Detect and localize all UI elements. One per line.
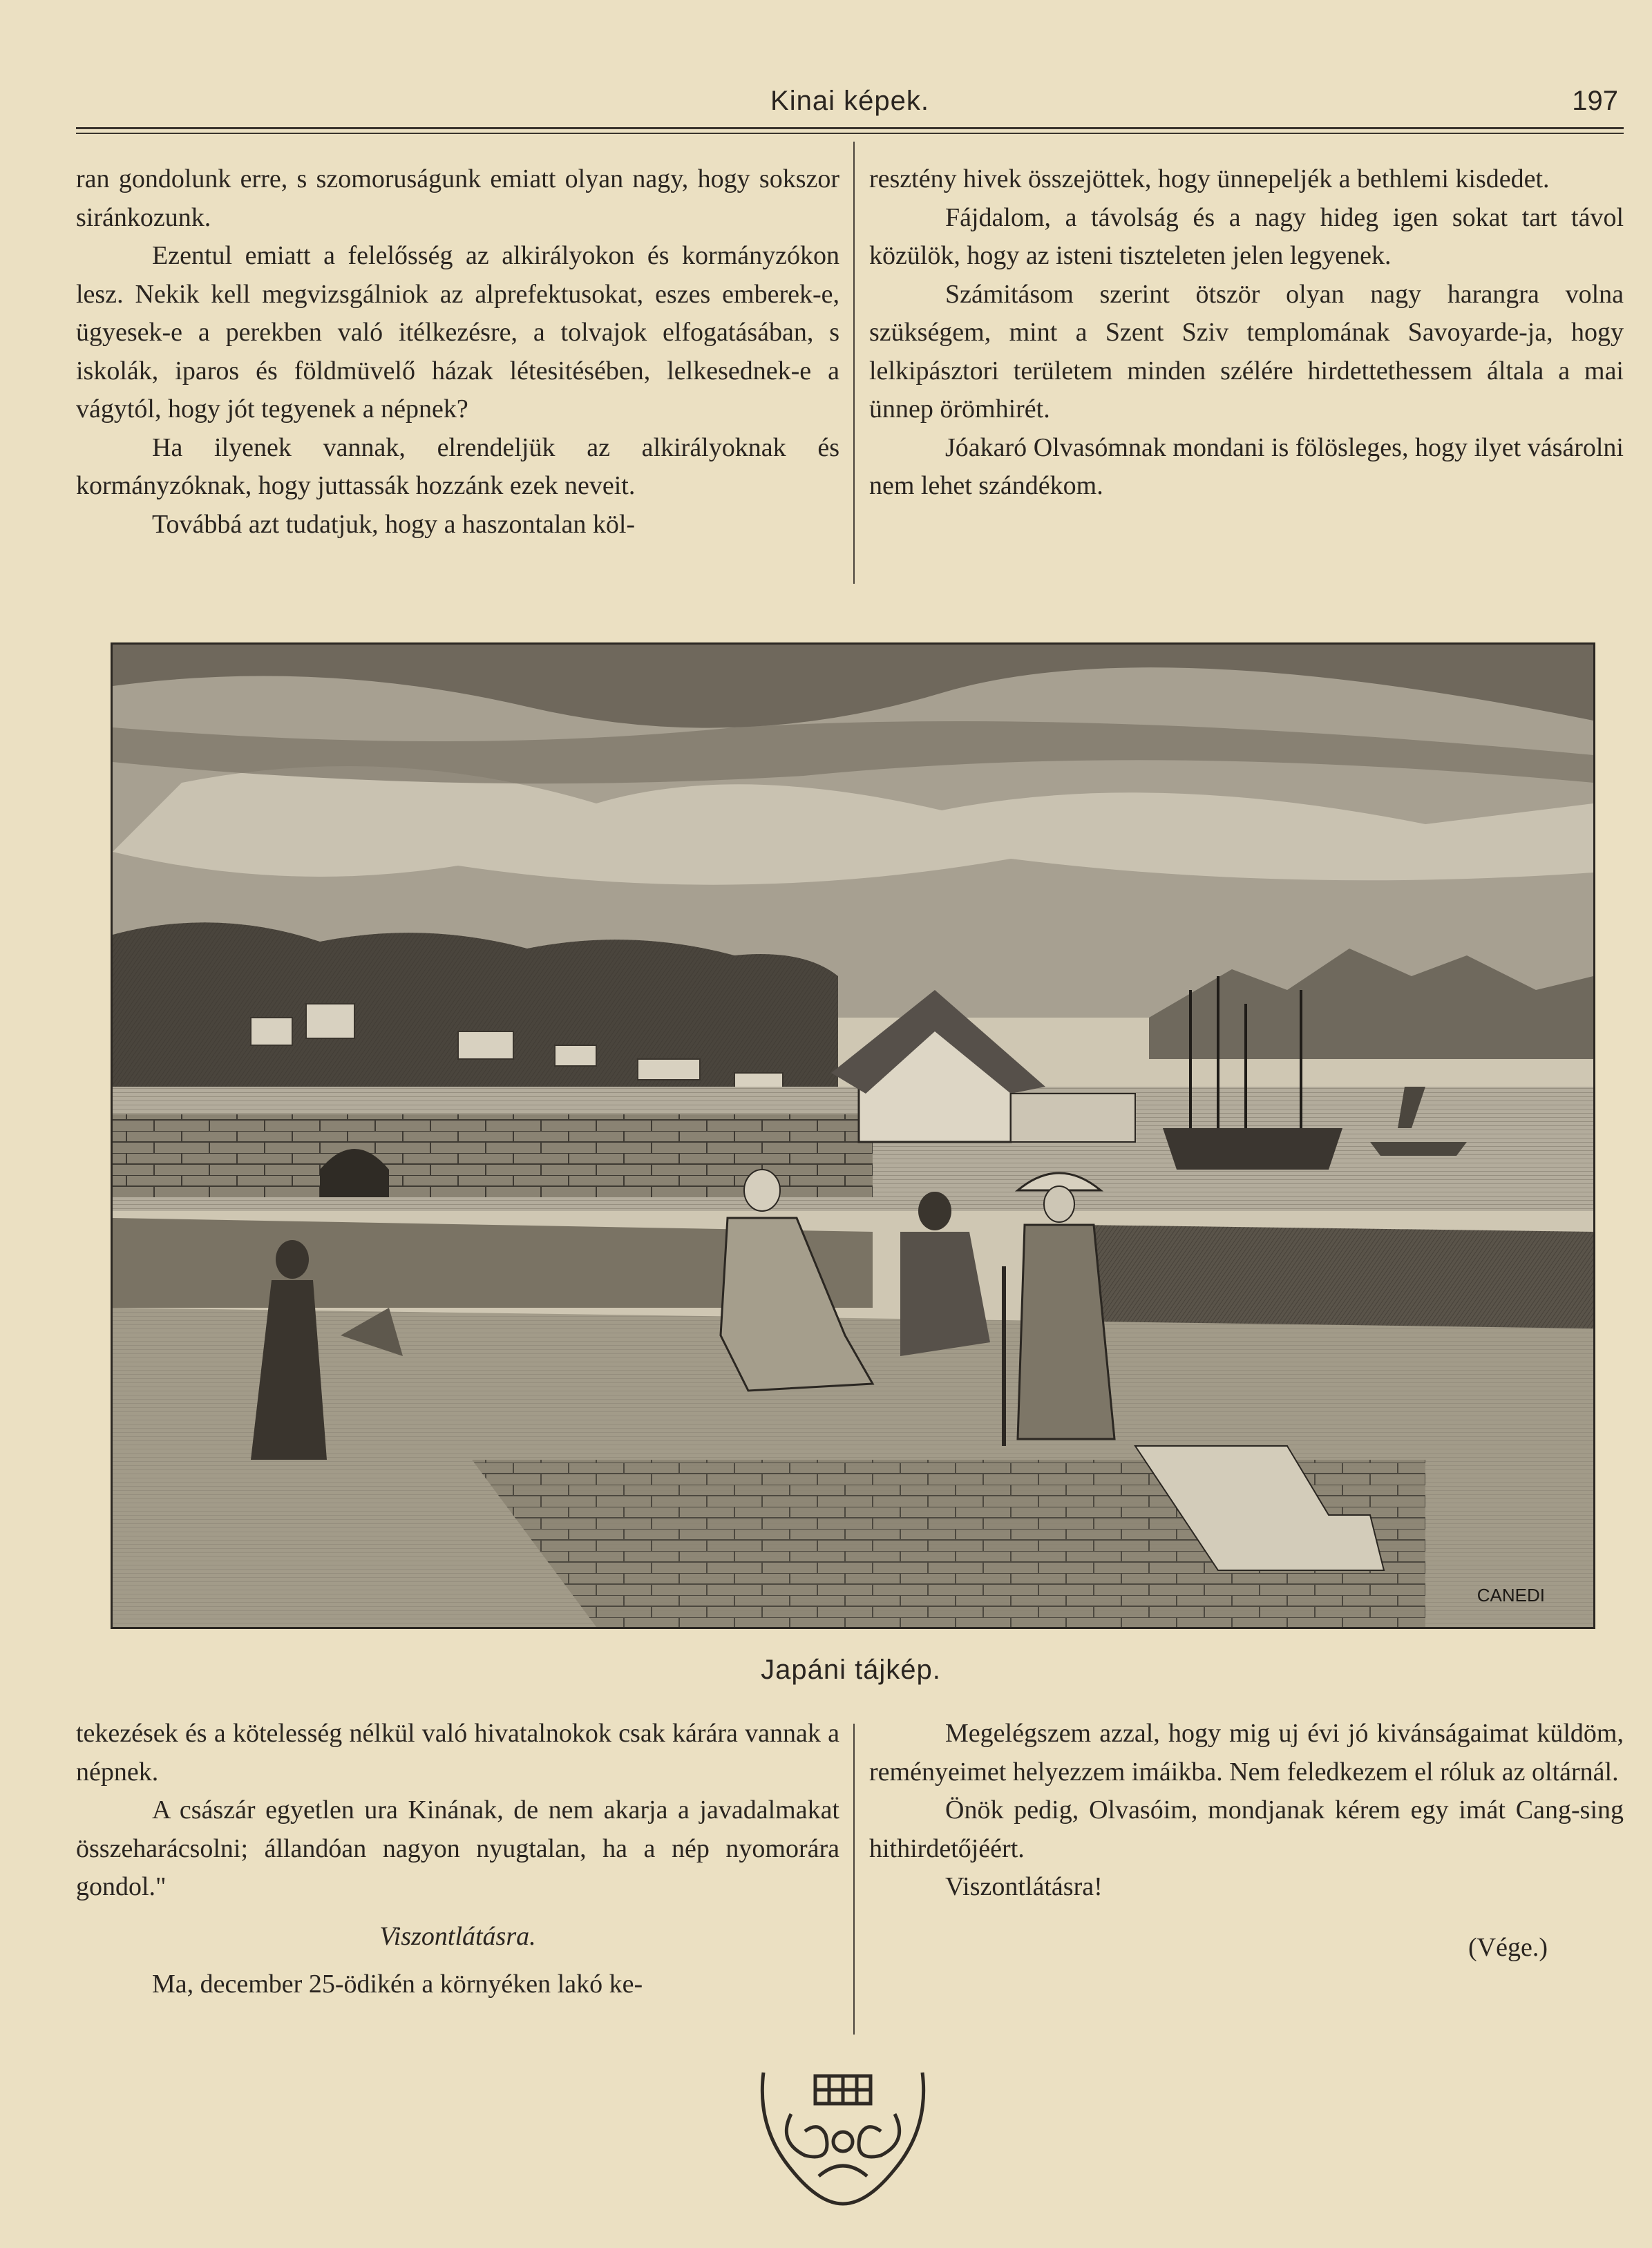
paragraph: Viszontlátásra! [945, 1872, 1103, 1901]
column-divider [853, 142, 855, 584]
paragraph: A császár egyetlen ura Kinának, de nem akarja a javadalmakat összeharácsolni; állandóan nagyon nyugtalan, ha a nép nyomorára gondol." [76, 1795, 839, 1901]
header-rule-double [76, 133, 1624, 134]
signoff: Viszontlátásra. [379, 1921, 536, 1951]
paragraph: Ezentul emiatt a felelősség az alkirályokon és kormányzókon lesz. Nekik kell megvizsgálniok az alprefektusokat, eszes emberek-e, ügyesek-e a perekben való itélkezésre, a tolvajok elfogatásában, s iskolák, iparos és földmüvelő házak létesitésében, lelkesednek-e a vágytól, hogy jót tegyenek a népnek? [76, 241, 839, 423]
end-ornament-icon [750, 2066, 936, 2211]
paragraph: resztény hivek összejöttek, hogy ünnepeljék a bethlemi kisdedet. [869, 164, 1550, 193]
paragraph: Önök pedig, Olvasóim, mondjanak kérem egy imát Cang-sing hithirdetőjéért. [869, 1795, 1624, 1863]
figure-caption: Japáni tájkép. [761, 1655, 941, 1685]
paragraph: Jóakaró Olvasómnak mondani is fölösleges, hogy ilyet vásárolni nem lehet szándékom. [869, 432, 1624, 500]
column-divider [853, 1724, 855, 2035]
engraver-signature: CANEDI [1477, 1585, 1545, 1606]
page-header [76, 82, 1624, 130]
page-number: 197 [1572, 86, 1618, 116]
end-mark: (Vége.) [1468, 1932, 1548, 1962]
top-right-column [869, 160, 1624, 506]
paragraph: Számitásom szerint ötször olyan nagy harangra volna szükségem, mint a Szent Sziv templomának Savoyarde-ja, hogy lelkipásztori területem minden szélére hirdettethessem általa a mai ünnep örömhirét. [869, 279, 1624, 423]
bottom-left-column [76, 1715, 839, 2004]
paragraph: ran gondolunk erre, s szomoruságunk emiatt olyan nagy, hogy sokszor siránkozunk. [76, 164, 839, 232]
paragraph: Ha ilyenek vannak, elrendeljük az alkirályoknak és kormányzóknak, hogy juttassák hozzánk ezek neveit. [76, 432, 839, 500]
paragraph: Ma, december 25-ödikén a környéken lakó ke- [152, 1970, 643, 1999]
paragraph: tekezések és a kötelesség nélkül való hivatalnokok csak kárára vannak a népnek. [76, 1719, 839, 1787]
bottom-right-column [869, 1715, 1624, 1967]
running-title: Kinai képek. [770, 86, 929, 116]
paragraph: Fájdalom, a távolság és a nagy hideg igen sokat tart távol közülök, hogy az isteni tiszteleten jelen legyenek. [869, 202, 1624, 270]
top-left-column [76, 160, 839, 544]
header-rule [76, 127, 1624, 129]
japanese-landscape-engraving [111, 642, 1595, 1629]
engraving-illustration [113, 645, 1593, 1627]
paragraph: Megelégszem azzal, hogy mig uj évi jó kivánságaimat küldöm, reményeimet helyezzem imáikba. Nem feledkezem el róluk az oltárnál. [869, 1719, 1624, 1787]
paragraph: Továbbá azt tudatjuk, hogy a haszontalan köl- [152, 509, 636, 539]
